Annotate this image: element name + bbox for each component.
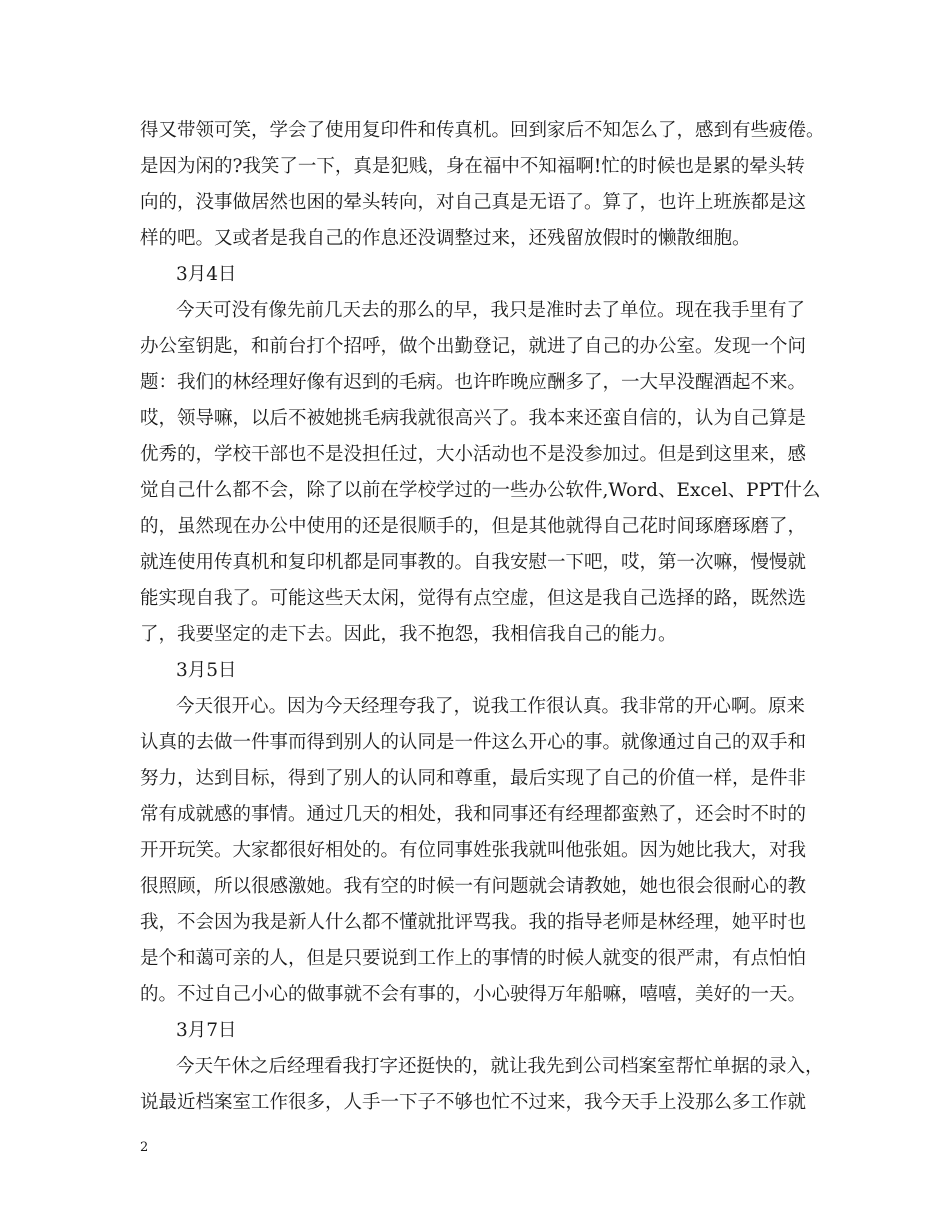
text-line: 很照顾，所以很感激她。我有空的时候一有问题就会请教她，她也很会很耐心的教 xyxy=(140,876,807,897)
date-heading: 3月5日 xyxy=(176,660,237,681)
page-number: 2 xyxy=(140,1140,149,1155)
text-line: 哎，领导嘛，以后不被她挑毛病我就很高兴了。我本来还蛮自信的，认为自己算是 xyxy=(140,408,807,429)
text-line: 优秀的，学校干部也不是没担任过，大小活动也不是没参加过。但是到这里来，感 xyxy=(140,444,807,465)
text-line: 了，我要坚定的走下去。因此，我不抱怨，我相信我自己的能力。 xyxy=(140,624,677,645)
date-heading: 3月4日 xyxy=(176,264,237,285)
text-line: 今天很开心。因为今天经理夸我了，说我工作很认真。我非常的开心啊。原来 xyxy=(176,696,806,717)
text-line: 常有成就感的事情。通过几天的相处，我和同事还有经理都蛮熟了，还会时不时的 xyxy=(140,804,807,825)
text-line: 今天午休之后经理看我打字还挺快的，就让我先到公司档案室帮忙单据的录入， xyxy=(176,1056,824,1077)
text-line: 认真的去做一件事而得到别人的认同是一件这么开心的事。就像通过自己的双手和 xyxy=(140,732,807,753)
text-line: 样的吧。又或者是我自己的作息还没调整过来，还残留放假时的懒散细胞。 xyxy=(140,228,751,249)
text-line: 能实现自我了。可能这些天太闲，觉得有点空虚，但这是我自己选择的路，既然选 xyxy=(140,588,807,609)
text-line: 开开玩笑。大家都很好相处的。有位同事姓张我就叫他张姐。因为她比我大，对我 xyxy=(140,840,807,861)
text-line: 办公室钥匙，和前台打个招呼，做个出勤登记，就进了自己的办公室。发现一个问 xyxy=(140,336,807,357)
text-line: 是因为闲的?我笑了一下，真是犯贱，身在福中不知福啊!忙的时候也是累的晕头转 xyxy=(140,156,805,177)
text-line: 就连使用传真机和复印机都是同事教的。自我安慰一下吧，哎，第一次嘛，慢慢就 xyxy=(140,552,807,573)
text-line: 觉自己什么都不会，除了以前在学校学过的一些办公软件,Word、Excel、PPT什么 xyxy=(140,480,821,501)
text-line: 的，虽然现在办公中使用的还是很顺手的，但是其他就得自己花时间琢磨琢磨了， xyxy=(140,516,807,537)
text-line: 是个和蔼可亲的人，但是只要说到工作上的事情的时候人就变的很严肃，有点怕怕 xyxy=(140,948,807,969)
text-line: 我，不会因为我是新人什么都不懂就批评骂我。我的指导老师是林经理，她平时也 xyxy=(140,912,807,933)
text-line: 得又带领可笑，学会了使用复印件和传真机。回到家后不知怎么了，感到有些疲倦。 xyxy=(140,120,825,141)
date-heading: 3月7日 xyxy=(176,1020,237,1041)
text-line: 说最近档案室工作很多，人手一下子不够也忙不过来，我今天手上没那么多工作就 xyxy=(140,1092,807,1113)
text-line: 向的，没事做居然也困的晕头转向，对自己真是无语了。算了，也许上班族都是这 xyxy=(140,192,807,213)
text-line: 的。不过自己小心的做事就不会有事的，小心驶得万年船嘛，嘻嘻，美好的一天。 xyxy=(140,984,807,1005)
text-line: 今天可没有像先前几天去的那么的早，我只是准时去了单位。现在我手里有了 xyxy=(176,300,806,321)
text-line: 题：我们的林经理好像有迟到的毛病。也许昨晚应酬多了，一大早没醒酒起不来。 xyxy=(140,372,807,393)
text-line: 努力，达到目标，得到了别人的认同和尊重，最后实现了自己的价值一样，是件非 xyxy=(140,768,807,789)
